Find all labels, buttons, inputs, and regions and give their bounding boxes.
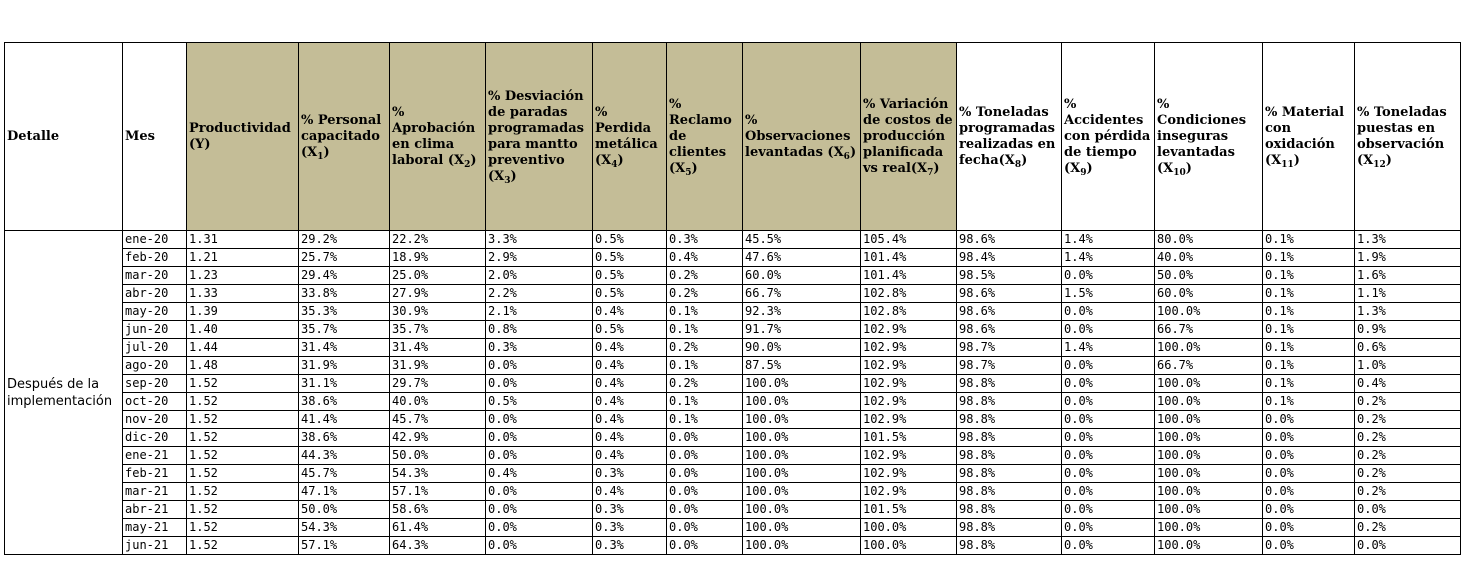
value-cell: 0.1% (667, 321, 743, 339)
header-x6: % Observaciones levantadas $(X_6)$ (743, 43, 861, 231)
table-row (5, 267, 1461, 285)
value-cell: 2.1% (486, 303, 593, 321)
month-cell: jul-20 (123, 339, 187, 357)
value-cell: 1.52 (187, 429, 299, 447)
month-cell: abr-20 (123, 285, 187, 303)
value-cell: 0.5% (593, 267, 667, 285)
header-x4: % Perdida metálica $(X_4)$ (593, 43, 667, 231)
value-cell: 0.0% (1263, 501, 1355, 519)
value-cell: 100.0% (1155, 537, 1263, 555)
value-cell: 98.4% (957, 249, 1062, 267)
value-cell: 1.4% (1062, 231, 1155, 249)
value-cell: 102.9% (861, 393, 957, 411)
header-x12: % Toneladas puestas en observación $(X_{12})$ (1355, 43, 1461, 231)
value-cell: 1.1% (1355, 285, 1461, 303)
value-cell: 0.0% (1263, 411, 1355, 429)
value-cell: 0.0% (1062, 519, 1155, 537)
value-cell: 0.4% (593, 357, 667, 375)
table-row (5, 465, 1461, 483)
value-cell: 33.8% (299, 285, 390, 303)
value-cell: 1.52 (187, 519, 299, 537)
value-cell: 100.0% (1155, 303, 1263, 321)
value-cell: 0.0% (1355, 537, 1461, 555)
month-cell: jun-21 (123, 537, 187, 555)
value-cell: 0.0% (486, 411, 593, 429)
value-cell: 29.4% (299, 267, 390, 285)
value-cell: 0.0% (1062, 411, 1155, 429)
header-row (5, 43, 1461, 231)
value-cell: 0.0% (1062, 483, 1155, 501)
value-cell: 0.2% (1355, 465, 1461, 483)
value-cell: 38.6% (299, 429, 390, 447)
value-cell: 0.4% (1355, 375, 1461, 393)
value-cell: 60.0% (1155, 285, 1263, 303)
header-x11: % Material con oxidación $(X_{11})$ (1263, 43, 1355, 231)
value-cell: 31.9% (390, 357, 486, 375)
month-cell: sep-20 (123, 375, 187, 393)
value-cell: 0.0% (486, 447, 593, 465)
value-cell: 102.9% (861, 339, 957, 357)
table-row (5, 303, 1461, 321)
value-cell: 2.2% (486, 285, 593, 303)
value-cell: 100.0% (743, 447, 861, 465)
value-cell: 2.9% (486, 249, 593, 267)
value-cell: 66.7% (1155, 357, 1263, 375)
value-cell: 0.4% (593, 483, 667, 501)
value-cell: 91.7% (743, 321, 861, 339)
value-cell: 0.0% (486, 537, 593, 555)
value-cell: 80.0% (1155, 231, 1263, 249)
value-cell: 41.4% (299, 411, 390, 429)
value-cell: 0.1% (1263, 393, 1355, 411)
value-cell: 98.8% (957, 447, 1062, 465)
value-cell: 98.6% (957, 285, 1062, 303)
value-cell: 0.0% (667, 483, 743, 501)
table-body (5, 231, 1461, 555)
value-cell: 1.3% (1355, 303, 1461, 321)
table-row (5, 339, 1461, 357)
value-cell: 100.0% (1155, 465, 1263, 483)
value-cell: 101.4% (861, 249, 957, 267)
data-table (4, 42, 1461, 555)
value-cell: 66.7% (743, 285, 861, 303)
value-cell: 61.4% (390, 519, 486, 537)
value-cell: 38.6% (299, 393, 390, 411)
value-cell: 47.6% (743, 249, 861, 267)
value-cell: 100.0% (743, 375, 861, 393)
value-cell: 18.9% (390, 249, 486, 267)
value-cell: 0.0% (1263, 483, 1355, 501)
value-cell: 98.8% (957, 411, 1062, 429)
value-cell: 0.5% (593, 231, 667, 249)
value-cell: 87.5% (743, 357, 861, 375)
value-cell: 0.4% (486, 465, 593, 483)
value-cell: 35.3% (299, 303, 390, 321)
value-cell: 100.0% (1155, 411, 1263, 429)
value-cell: 45.7% (299, 465, 390, 483)
value-cell: 0.8% (486, 321, 593, 339)
value-cell: 31.4% (299, 339, 390, 357)
value-cell: 2.0% (486, 267, 593, 285)
value-cell: 100.0% (743, 537, 861, 555)
value-cell: 98.7% (957, 339, 1062, 357)
value-cell: 100.0% (1155, 447, 1263, 465)
value-cell: 0.1% (667, 411, 743, 429)
value-cell: 1.23 (187, 267, 299, 285)
value-cell: 1.52 (187, 375, 299, 393)
value-cell: 98.6% (957, 231, 1062, 249)
value-cell: 105.4% (861, 231, 957, 249)
value-cell: 0.0% (667, 465, 743, 483)
value-cell: 0.5% (593, 249, 667, 267)
value-cell: 1.52 (187, 393, 299, 411)
value-cell: 102.9% (861, 465, 957, 483)
value-cell: 1.3% (1355, 231, 1461, 249)
value-cell: 100.0% (743, 429, 861, 447)
value-cell: 1.4% (1062, 339, 1155, 357)
value-cell: 102.8% (861, 285, 957, 303)
value-cell: 0.0% (1263, 429, 1355, 447)
value-cell: 1.4% (1062, 249, 1155, 267)
value-cell: 57.1% (390, 483, 486, 501)
table-row (5, 375, 1461, 393)
value-cell: 0.5% (486, 393, 593, 411)
value-cell: 0.1% (1263, 303, 1355, 321)
value-cell: 0.0% (1062, 357, 1155, 375)
value-cell: 0.0% (1062, 447, 1155, 465)
value-cell: 98.8% (957, 519, 1062, 537)
value-cell: 0.4% (593, 303, 667, 321)
value-cell: 0.0% (1062, 429, 1155, 447)
value-cell: 0.0% (667, 537, 743, 555)
value-cell: 98.8% (957, 501, 1062, 519)
value-cell: 0.1% (1263, 339, 1355, 357)
value-cell: 0.3% (486, 339, 593, 357)
value-cell: 60.0% (743, 267, 861, 285)
value-cell: 0.0% (1062, 501, 1155, 519)
header-mes: Mes (123, 43, 187, 231)
value-cell: 0.0% (486, 357, 593, 375)
value-cell: 0.0% (1062, 375, 1155, 393)
value-cell: 50.0% (390, 447, 486, 465)
value-cell: 100.0% (743, 519, 861, 537)
value-cell: 0.1% (667, 357, 743, 375)
value-cell: 1.52 (187, 465, 299, 483)
value-cell: 1.52 (187, 483, 299, 501)
table-row (5, 501, 1461, 519)
value-cell: 0.0% (1355, 501, 1461, 519)
value-cell: 100.0% (1155, 393, 1263, 411)
value-cell: 98.6% (957, 321, 1062, 339)
value-cell: 27.9% (390, 285, 486, 303)
value-cell: 30.9% (390, 303, 486, 321)
value-cell: 0.0% (1062, 303, 1155, 321)
value-cell: 31.1% (299, 375, 390, 393)
value-cell: 64.3% (390, 537, 486, 555)
header-x9: % Accidentes con pérdida de tiempo $(X_9)$ (1062, 43, 1155, 231)
value-cell: 0.0% (486, 375, 593, 393)
header-detalle: Detalle (5, 43, 123, 231)
month-cell: oct-20 (123, 393, 187, 411)
value-cell: 0.0% (667, 429, 743, 447)
value-cell: 101.4% (861, 267, 957, 285)
value-cell: 1.9% (1355, 249, 1461, 267)
table-row (5, 285, 1461, 303)
table-row (5, 249, 1461, 267)
value-cell: 98.8% (957, 465, 1062, 483)
value-cell: 25.7% (299, 249, 390, 267)
value-cell: 100.0% (743, 465, 861, 483)
value-cell: 54.3% (299, 519, 390, 537)
value-cell: 0.1% (1263, 375, 1355, 393)
value-cell: 0.0% (1062, 393, 1155, 411)
value-cell: 1.0% (1355, 357, 1461, 375)
value-cell: 0.3% (667, 231, 743, 249)
table-row (5, 483, 1461, 501)
value-cell: 102.9% (861, 483, 957, 501)
header-x2: % Aprobación en clima laboral $(X_2)$ (390, 43, 486, 231)
value-cell: 102.9% (861, 321, 957, 339)
value-cell: 0.1% (1263, 267, 1355, 285)
value-cell: 98.8% (957, 537, 1062, 555)
value-cell: 98.8% (957, 429, 1062, 447)
value-cell: 0.3% (593, 465, 667, 483)
value-cell: 101.5% (861, 429, 957, 447)
value-cell: 100.0% (1155, 339, 1263, 357)
value-cell: 1.39 (187, 303, 299, 321)
value-cell: 47.1% (299, 483, 390, 501)
value-cell: 0.6% (1355, 339, 1461, 357)
value-cell: 102.9% (861, 375, 957, 393)
header-x7: % Variación de costos de producción planificada vs $real(X_7)$ (861, 43, 957, 231)
month-cell: mar-21 (123, 483, 187, 501)
value-cell: 100.0% (861, 537, 957, 555)
month-cell: feb-20 (123, 249, 187, 267)
value-cell: 54.3% (390, 465, 486, 483)
value-cell: 1.31 (187, 231, 299, 249)
value-cell: 0.2% (1355, 393, 1461, 411)
value-cell: 0.0% (486, 519, 593, 537)
value-cell: 98.8% (957, 393, 1062, 411)
value-cell: 0.5% (593, 321, 667, 339)
value-cell: 0.0% (1062, 321, 1155, 339)
value-cell: 35.7% (299, 321, 390, 339)
value-cell: 92.3% (743, 303, 861, 321)
month-cell: may-21 (123, 519, 187, 537)
value-cell: 102.9% (861, 411, 957, 429)
value-cell: 98.7% (957, 357, 1062, 375)
value-cell: 101.5% (861, 501, 957, 519)
value-cell: 0.4% (593, 339, 667, 357)
value-cell: 100.0% (861, 519, 957, 537)
month-cell: abr-21 (123, 501, 187, 519)
value-cell: 25.0% (390, 267, 486, 285)
header-x10: % Condiciones inseguras levantadas $(X_{10})$ (1155, 43, 1263, 231)
value-cell: 1.6% (1355, 267, 1461, 285)
value-cell: 44.3% (299, 447, 390, 465)
value-cell: 0.4% (593, 429, 667, 447)
value-cell: 100.0% (1155, 501, 1263, 519)
value-cell: 0.0% (1263, 447, 1355, 465)
table-row (5, 393, 1461, 411)
header-x5: % Reclamo de clientes $(X_5)$ (667, 43, 743, 231)
value-cell: 45.5% (743, 231, 861, 249)
table-row (5, 447, 1461, 465)
table-row (5, 519, 1461, 537)
value-cell: 98.5% (957, 267, 1062, 285)
month-cell: mar-20 (123, 267, 187, 285)
month-cell: jun-20 (123, 321, 187, 339)
value-cell: 0.2% (1355, 429, 1461, 447)
value-cell: 0.5% (593, 285, 667, 303)
month-cell: feb-21 (123, 465, 187, 483)
value-cell: 1.33 (187, 285, 299, 303)
value-cell: 0.3% (593, 501, 667, 519)
value-cell: 0.4% (593, 411, 667, 429)
value-cell: 100.0% (743, 501, 861, 519)
value-cell: 40.0% (1155, 249, 1263, 267)
value-cell: 0.0% (1062, 465, 1155, 483)
value-cell: 100.0% (1155, 483, 1263, 501)
value-cell: 98.8% (957, 375, 1062, 393)
value-cell: 0.1% (1263, 285, 1355, 303)
value-cell: 0.2% (1355, 411, 1461, 429)
value-cell: 0.4% (667, 249, 743, 267)
value-cell: 100.0% (743, 483, 861, 501)
value-cell: 0.4% (593, 447, 667, 465)
header-x1: % Personal capacitado $(X_1)$ (299, 43, 390, 231)
value-cell: 100.0% (743, 411, 861, 429)
value-cell: 58.6% (390, 501, 486, 519)
value-cell: 0.0% (1263, 537, 1355, 555)
value-cell: 1.21 (187, 249, 299, 267)
table-row (5, 321, 1461, 339)
value-cell: 0.1% (1263, 249, 1355, 267)
detail-cell: Después de la implementación (5, 231, 123, 555)
value-cell: 1.44 (187, 339, 299, 357)
value-cell: 57.1% (299, 537, 390, 555)
value-cell: 1.48 (187, 357, 299, 375)
table-row (5, 357, 1461, 375)
value-cell: 98.6% (957, 303, 1062, 321)
value-cell: 1.52 (187, 537, 299, 555)
value-cell: 1.5% (1062, 285, 1155, 303)
value-cell: 42.9% (390, 429, 486, 447)
value-cell: 31.4% (390, 339, 486, 357)
value-cell: 102.9% (861, 447, 957, 465)
month-cell: ago-20 (123, 357, 187, 375)
month-cell: nov-20 (123, 411, 187, 429)
value-cell: 50.0% (1155, 267, 1263, 285)
value-cell: 0.2% (667, 267, 743, 285)
header-productividad: Productividad (Y) (187, 43, 299, 231)
month-cell: may-20 (123, 303, 187, 321)
table-row (5, 537, 1461, 555)
value-cell: 1.52 (187, 501, 299, 519)
value-cell: 0.1% (1263, 321, 1355, 339)
value-cell: 0.2% (667, 375, 743, 393)
value-cell: 66.7% (1155, 321, 1263, 339)
value-cell: 0.2% (667, 285, 743, 303)
value-cell: 40.0% (390, 393, 486, 411)
value-cell: 31.9% (299, 357, 390, 375)
table-row (5, 231, 1461, 249)
month-cell: ene-20 (123, 231, 187, 249)
value-cell: 0.0% (1062, 267, 1155, 285)
value-cell: 102.9% (861, 357, 957, 375)
value-cell: 1.52 (187, 411, 299, 429)
value-cell: 100.0% (1155, 375, 1263, 393)
value-cell: 0.3% (593, 519, 667, 537)
value-cell: 0.0% (667, 501, 743, 519)
value-cell: 35.7% (390, 321, 486, 339)
value-cell: 0.0% (1263, 465, 1355, 483)
month-cell: dic-20 (123, 429, 187, 447)
value-cell: 22.2% (390, 231, 486, 249)
table-row (5, 429, 1461, 447)
value-cell: 0.2% (667, 339, 743, 357)
value-cell: 0.1% (1263, 231, 1355, 249)
value-cell: 0.0% (486, 483, 593, 501)
value-cell: 100.0% (1155, 429, 1263, 447)
value-cell: 0.0% (486, 501, 593, 519)
value-cell: 29.2% (299, 231, 390, 249)
value-cell: 1.52 (187, 447, 299, 465)
table-row (5, 411, 1461, 429)
value-cell: 0.4% (593, 375, 667, 393)
value-cell: 100.0% (1155, 519, 1263, 537)
value-cell: 100.0% (743, 393, 861, 411)
value-cell: 90.0% (743, 339, 861, 357)
value-cell: 0.3% (593, 537, 667, 555)
value-cell: 0.0% (667, 447, 743, 465)
value-cell: 0.0% (1263, 519, 1355, 537)
value-cell: 0.2% (1355, 483, 1461, 501)
value-cell: 0.0% (1062, 537, 1155, 555)
value-cell: 102.8% (861, 303, 957, 321)
header-x3: % Desviación de paradas programadas para mantto preventivo $(X_3)$ (486, 43, 593, 231)
value-cell: 0.0% (667, 519, 743, 537)
header-x8: % Toneladas programadas realizadas en $fecha(X_8)$ (957, 43, 1062, 231)
value-cell: 50.0% (299, 501, 390, 519)
value-cell: 0.0% (486, 429, 593, 447)
value-cell: 45.7% (390, 411, 486, 429)
value-cell: 0.2% (1355, 519, 1461, 537)
value-cell: 0.9% (1355, 321, 1461, 339)
value-cell: 1.40 (187, 321, 299, 339)
value-cell: 0.2% (1355, 447, 1461, 465)
month-cell: ene-21 (123, 447, 187, 465)
value-cell: 0.1% (667, 303, 743, 321)
value-cell: 98.8% (957, 483, 1062, 501)
value-cell: 29.7% (390, 375, 486, 393)
value-cell: 0.4% (593, 393, 667, 411)
value-cell: 0.1% (1263, 357, 1355, 375)
value-cell: 0.1% (667, 393, 743, 411)
value-cell: 3.3% (486, 231, 593, 249)
